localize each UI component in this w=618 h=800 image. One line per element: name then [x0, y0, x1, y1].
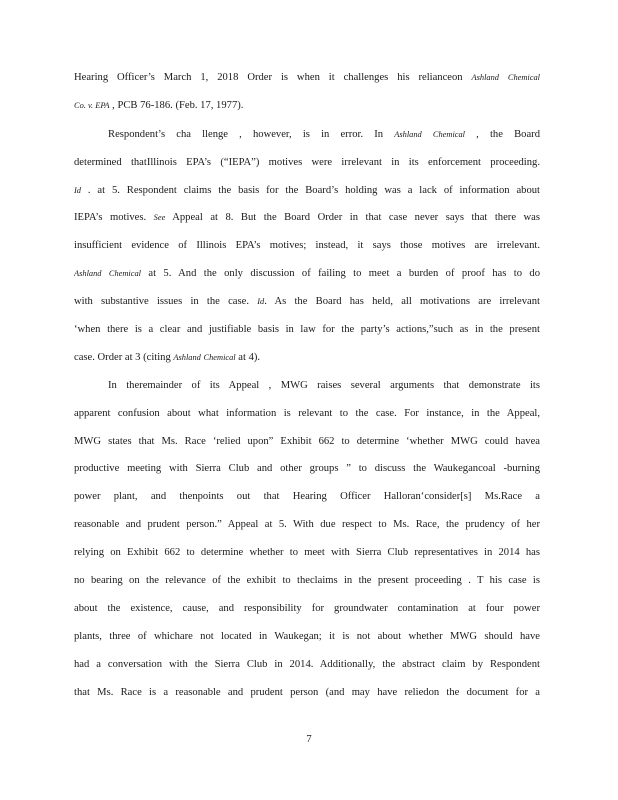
- text-line-12: In theremainder of its Appeal , MWG raises several arguments that demonstrate its: [108, 380, 540, 391]
- text-line-9: with substantive issues in the case. Id. As the Board has held, all motivations are irrelevant: [74, 296, 540, 307]
- text-line-22: had a conversation with the Sierra Club in 2014. Additionally, the abstract claim by Respondent: [74, 659, 540, 670]
- text-line-13: apparent confusion about what information is relevant to the case. For instance, in the Appeal,: [74, 408, 540, 419]
- text-line-10: ‘when there is a clear and justifiable basis in law for the party’s actions,”such as in the present: [74, 324, 540, 335]
- text-line-21: plants, three of whichare not located in Waukegan; it is not about whether MWG should have: [74, 631, 540, 642]
- text-line-14: MWG states that Ms. Race ‘relied upon” Exhibit 662 to determine ‘whether MWG could havea: [74, 436, 540, 447]
- case-citation: Ashland: [394, 130, 422, 139]
- text-line-5: Id . at 5. Respondent claims the basis for the Board’s holding was a lack of information about: [74, 185, 540, 196]
- case-citation: Chemical: [507, 73, 540, 82]
- case-citation: Ashland: [74, 269, 102, 278]
- text-line-4: determined thatIllinois EPA’s (“IEPA”) motives were irrelevant in its enforcement proceeding.: [74, 157, 540, 168]
- text-line-20: about the existence, cause, and responsibility for groundwater contamination at four power: [74, 603, 540, 614]
- text-line-3: Respondent’s cha llenge , however, is in error. In Ashland Chemical , the Board: [108, 129, 540, 140]
- id-citation: Id: [257, 297, 265, 306]
- text-line-6: IEPA’s motives. See Appeal at 8. But the Board Order in that case never says that there was: [74, 212, 540, 223]
- case-citation: Chemical: [432, 130, 466, 139]
- case-citation: Co. v. EPA: [74, 101, 110, 110]
- text-line-2: Co. v. EPA , PCB 76-186. (Feb. 17, 1977).: [74, 100, 244, 111]
- text-line-8: Ashland Chemical at 5. And the only discussion of failing to meet a burden of proof has to do: [74, 268, 540, 279]
- text-line-7: insufficient evidence of Illinois EPA’s motives; instead, it says those motives are irrelevant.: [74, 240, 540, 251]
- text-line-15: productive meeting with Sierra Club and other groups ” to discuss the Waukegancoal -burning: [74, 463, 540, 474]
- see-signal: See: [153, 213, 166, 222]
- text-line-1: Hearing Officer’s March 1, 2018 Order is when it challenges his relianceon Ashland Chemical: [74, 72, 540, 83]
- text-line-11: case. Order at 3 (citing Ashland Chemical at 4).: [74, 352, 261, 363]
- text-line-16: power plant, and thenpoints out that Hearing Officer Halloran‘consider[s] Ms.Race a: [74, 491, 540, 502]
- text-line-23: that Ms. Race is a reasonable and prudent person (and may have reliedon the document for a: [74, 687, 540, 698]
- text-line-17: reasonable and prudent person.” Appeal at 5. With due respect to Ms. Race, the prudency of her: [74, 519, 540, 530]
- case-citation: Chemical: [203, 353, 236, 362]
- id-citation: Id: [74, 186, 81, 195]
- page-number: 7: [306, 734, 312, 745]
- case-citation: Chemical: [108, 269, 141, 278]
- text-line-18: relying on Exhibit 662 to determine whether to meet with Sierra Club representatives in 2014 has: [74, 547, 540, 558]
- case-citation: Ashland: [471, 73, 499, 82]
- case-citation: Ashland: [173, 353, 201, 362]
- text-line-19: no bearing on the relevance of the exhibit to theclaims in the present proceeding . T his case is: [74, 575, 540, 586]
